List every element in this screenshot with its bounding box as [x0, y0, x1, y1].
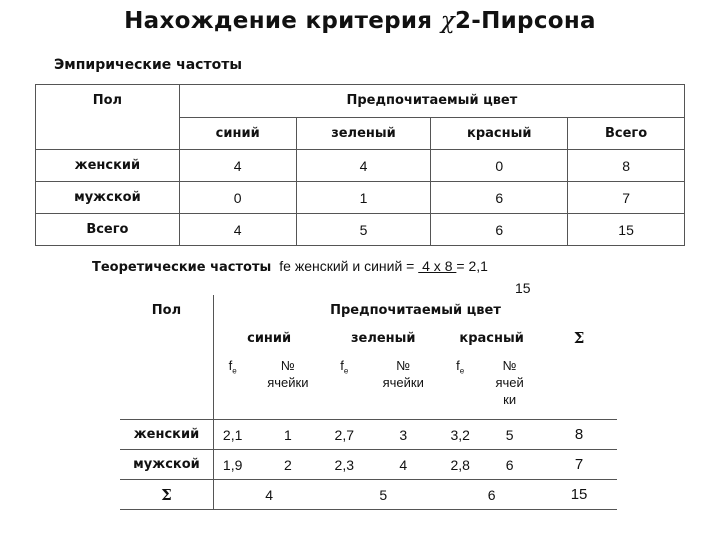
- row-total: 8: [541, 420, 617, 450]
- cell: 6: [442, 480, 541, 510]
- cell: 4: [179, 214, 296, 246]
- t1-header-sex: Пол: [36, 85, 180, 150]
- row-label: женский: [120, 420, 213, 450]
- cell: 2: [251, 450, 324, 480]
- row-total: 15: [541, 480, 617, 510]
- cell: 2,8: [442, 450, 478, 480]
- formula-result: = 2,1: [456, 258, 488, 274]
- title-rest: 2-Пирсона: [454, 8, 596, 34]
- empirical-table: [35, 84, 685, 246]
- t1-row-total: [36, 214, 685, 246]
- t1-col-blue: синий: [179, 118, 296, 150]
- row-label: Всего: [36, 214, 180, 246]
- t2-header-pref: Предпочитаемый цвет: [330, 302, 501, 318]
- cell: 5: [296, 214, 431, 246]
- cell: 7: [568, 182, 685, 214]
- cell: 0: [179, 182, 296, 214]
- t2-header-sex: Пол: [120, 295, 213, 325]
- row-total: 7: [541, 450, 617, 480]
- cell: 2,3: [324, 450, 364, 480]
- formula-denominator: 15: [515, 280, 531, 296]
- t1-col-red: красный: [431, 118, 568, 150]
- cell: 1: [296, 182, 431, 214]
- cell: 4: [364, 450, 442, 480]
- cell: 3: [364, 420, 442, 450]
- cell: 4: [296, 150, 431, 182]
- cell: 0: [431, 150, 568, 182]
- t1-col-green: зеленый: [296, 118, 431, 150]
- cell: 6: [478, 450, 541, 480]
- row-label-sigma: Σ: [120, 480, 213, 510]
- t2-row-sum: [120, 480, 617, 510]
- cell: 1: [251, 420, 324, 450]
- cell: 6: [431, 214, 568, 246]
- t1-col-total: Всего: [568, 118, 685, 150]
- page-title: [0, 8, 720, 34]
- t1-row-female: [36, 150, 685, 182]
- row-label: женский: [36, 150, 180, 182]
- cell: 15: [568, 214, 685, 246]
- cell: 1,9: [213, 450, 251, 480]
- formula-numerator: 4 х 8: [418, 258, 457, 274]
- title-text: Нахождение критерия: [124, 8, 441, 34]
- cell: 5: [478, 420, 541, 450]
- t2-col-sigma: Σ: [573, 329, 585, 347]
- chi-symbol: χ: [440, 8, 455, 34]
- fe-label: $f_е$: [228, 358, 237, 376]
- cell: 3,2: [442, 420, 478, 450]
- formula-prefix: fe женский и синий =: [279, 258, 419, 274]
- t2-col-green: зеленый: [350, 330, 416, 346]
- theoretical-table: [120, 295, 617, 510]
- t1-header-pref: Предпочитаемый цвет: [179, 85, 684, 118]
- t2-row-male: [120, 450, 617, 480]
- fe-label: $f_е$: [456, 358, 465, 376]
- cell: 6: [431, 182, 568, 214]
- cell-number-label: № ячейки: [267, 358, 309, 390]
- cell: 4: [179, 150, 296, 182]
- cell: 2,1: [213, 420, 251, 450]
- row-label: мужской: [36, 182, 180, 214]
- cell: 8: [568, 150, 685, 182]
- t1-row-male: [36, 182, 685, 214]
- row-label: мужской: [120, 450, 213, 480]
- cell-number-label: № ячей ки: [495, 358, 524, 407]
- fe-label: $f_е$: [340, 358, 349, 376]
- t2-col-blue: синий: [247, 330, 292, 346]
- t2-row-female: [120, 420, 617, 450]
- cell-number-label: № ячейки: [382, 358, 424, 390]
- theoretical-label: Теоретические частоты: [92, 260, 272, 275]
- empirical-label: Эмпирические частоты: [54, 57, 242, 73]
- t2-col-red: красный: [459, 330, 524, 346]
- cell: 2,7: [324, 420, 364, 450]
- theoretical-line: [92, 258, 488, 275]
- cell: 4: [213, 480, 324, 510]
- cell: 5: [324, 480, 442, 510]
